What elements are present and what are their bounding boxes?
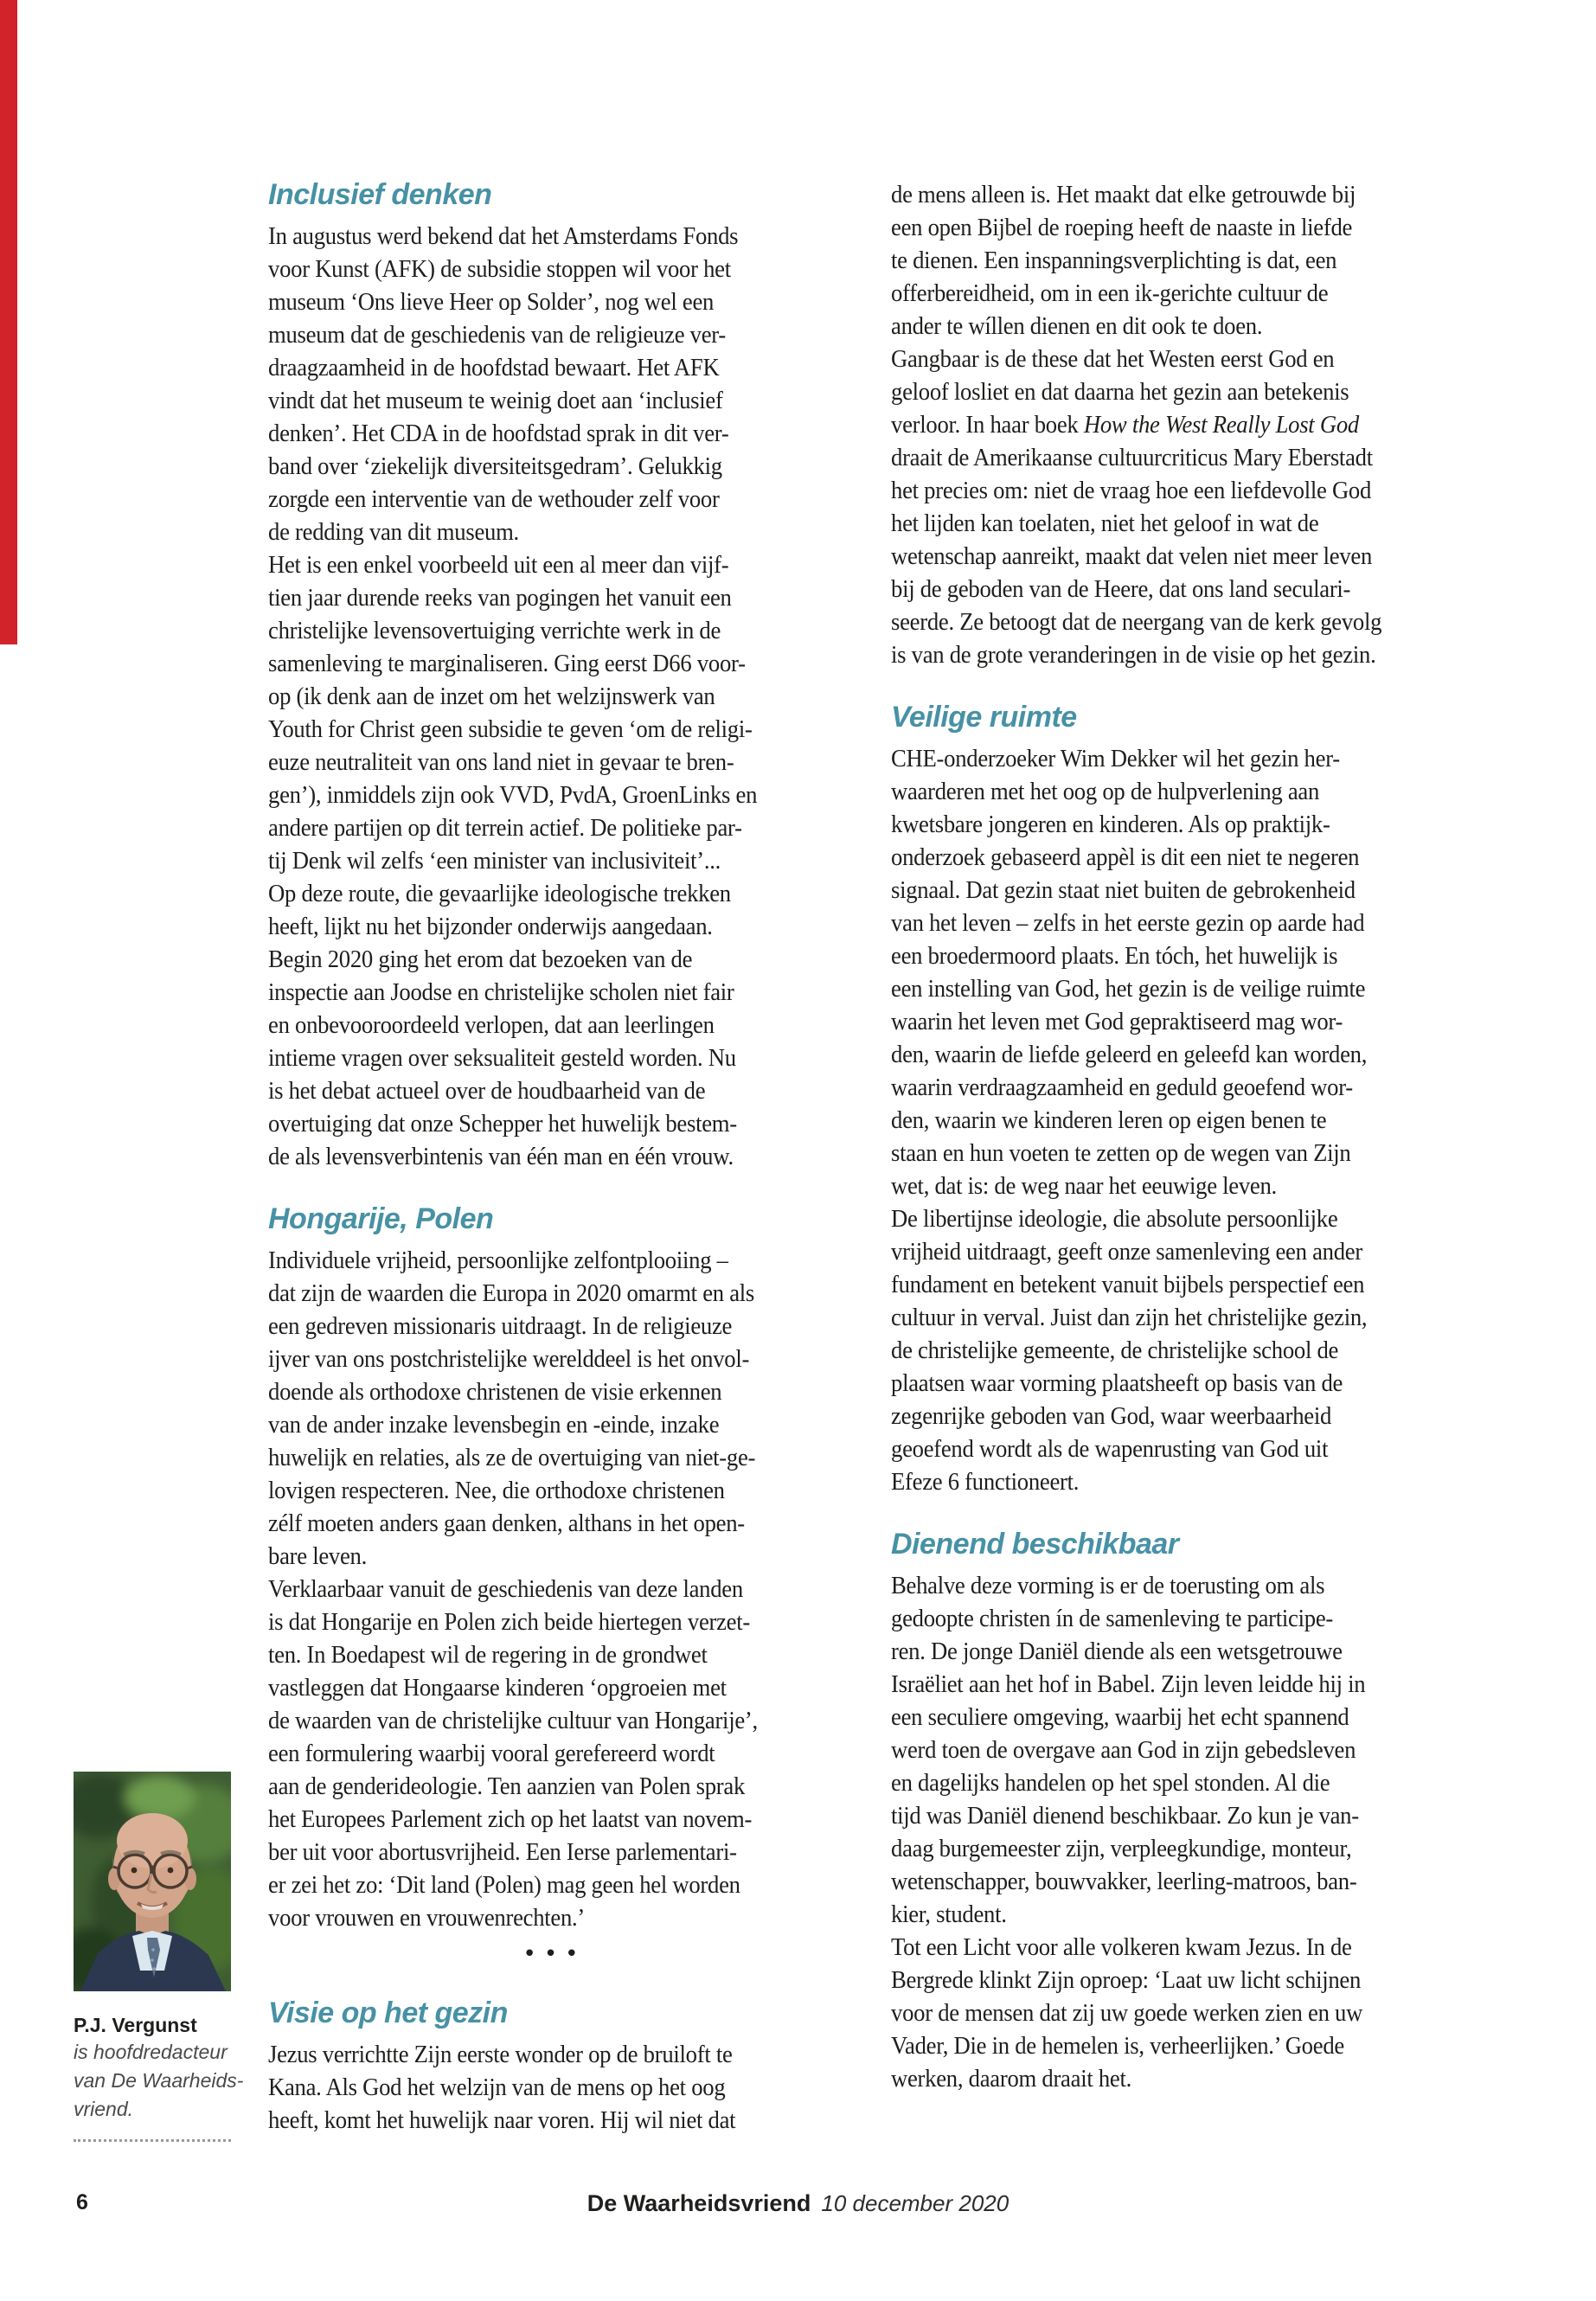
body-line: het precies om: niet de vraag hoe een liefdevolle God [891, 477, 1372, 504]
body-line: den, waarin we kinderen leren op eigen benen te [891, 1106, 1327, 1134]
body-line: is het debat actueel over de houdbaarheid van de [268, 1077, 706, 1105]
section-heading: Visie op het gezin [268, 1997, 508, 2029]
body-line: band over ‘ziekelijk diversiteitsgedram’. Gelukkig [268, 452, 722, 480]
body-line: te dienen. Een inspanningsverplichting is dat, een [891, 247, 1337, 274]
body-line: gedoopte christen ín de samenleving te participe- [891, 1605, 1334, 1632]
body-line: andere partijen op dit terrein actief. De politieke par- [268, 814, 742, 842]
body-line: de als levensverbintenis van één man en één vrouw. [268, 1143, 734, 1170]
body-line: Behalve deze vorming is er de toerusting om als [891, 1572, 1325, 1599]
section-heading: Veilige ruimte [891, 701, 1077, 734]
body-line: een seculiere omgeving, waarbij het echt spannend [891, 1703, 1349, 1731]
body-line: De libertijnse ideologie, die absolute persoonlijke [891, 1205, 1338, 1233]
body-line: Gangbaar is de these dat het Westen eerst God en [891, 345, 1335, 373]
body-line: zegenrijke geboden van God, waar weerbaarheid [891, 1402, 1332, 1430]
body-line: Tot een Licht voor alle volkeren kwam Jezus. In de [891, 1933, 1352, 1961]
body-line: bij de geboden van de Heere, dat ons land seculari- [891, 575, 1351, 603]
body-line: ten. In Boedapest wil de regering in de grondwet [268, 1641, 708, 1669]
body-line: een instelling van God, het gezin is de veilige ruimte [891, 975, 1366, 1003]
body-line: Kana. Als God het welzijn van de mens op het oog [268, 2073, 726, 2101]
body-line [891, 408, 1418, 441]
body-line: overtuiging dat onze Schepper het huwelijk bestem- [268, 1110, 737, 1138]
body-line: vindt dat het museum te weinig doet aan ‘inclusief [268, 387, 723, 414]
body-line: vrijheid uitdraagt, geeft onze samenleving een ander [891, 1238, 1362, 1266]
body-line: kier, student. [891, 1900, 1007, 1928]
body-line: ber uit voor abortusvrijheid. Een Ierse parlementari- [268, 1838, 737, 1866]
body-line: werken, daarom draait het. [891, 2065, 1132, 2093]
author-role-line: van De Waarheids- [74, 2069, 244, 2092]
body-line: een formulering waarbij vooral gerefereerd wordt [268, 1740, 715, 1767]
body-line: Het is een enkel voorbeeld uit een al meer dan vijf- [268, 551, 729, 579]
body-line: euze neutraliteit van ons land niet in gevaar te bren- [268, 748, 734, 776]
body-line: is van de grote veranderingen in de visie op het gezin. [891, 641, 1376, 669]
body-line: waarderen met het oog op de hulpverlening aan [891, 778, 1320, 805]
body-line: ren. De jonge Daniël diende als een wetsgetrouwe [891, 1638, 1343, 1665]
body-line: christelijke levensovertuiging verrichte werk in de [268, 617, 721, 644]
body-line: de redding van dit museum. [268, 518, 519, 546]
body-line: en onbevooroordeeld verlopen, dat aan leerlingen [268, 1011, 715, 1039]
body-line: heeft, komt het huwelijk naar voren. Hij wil niet dat [268, 2106, 736, 2134]
body-line: museum ‘Ons lieve Heer op Solder’, nog wel een [268, 288, 715, 316]
author-photo [74, 1772, 231, 1991]
author-role-line: is hoofdredacteur [74, 2041, 228, 2063]
body-line: fundament en betekent vanuit bijbels perspectief een [891, 1271, 1365, 1298]
body-line: de waarden van de christelijke cultuur van Hongarije’, [268, 1707, 758, 1734]
body-line: Verklaarbaar vanuit de geschiedenis van deze landen [268, 1575, 743, 1603]
body-line: huwelijk en relaties, als ze de overtuiging van niet-ge- [268, 1444, 756, 1471]
body-line: seerde. Ze betoogt dat de neergang van de kerk gevolg [891, 608, 1382, 636]
body-line: wetenschapper, bouwvakker, leerling-matroos, ban- [891, 1868, 1357, 1895]
body-line: de christelijke gemeente, de christelijke school de [891, 1336, 1339, 1364]
body-line: voor Kunst (AFK) de subsidie stoppen wil voor het [268, 255, 731, 283]
body-line: een open Bijbel de roeping heeft de naaste in liefde [891, 214, 1353, 241]
body-line: op (ik denk aan de inzet om het welzijnswerk van [268, 683, 715, 710]
body-line: werd toen de overgave aan God in zijn gebedsleven [891, 1736, 1356, 1764]
body-line: van de ander inzake levensbegin en -einde, inzake [268, 1411, 720, 1439]
body-line: aan de genderideologie. Ten aanzien van Polen sprak [268, 1772, 746, 1800]
body-line: voor de mensen dat zij uw goede werken zien en uw [891, 1999, 1363, 2027]
body-line: vastleggen dat Hongaarse kinderen ‘opgroeien met [268, 1674, 727, 1702]
body-line: Bergrede klinkt Zijn oproep: ‘Laat uw licht schijnen [891, 1966, 1362, 1994]
body-line: kwetsbare jongeren en kinderen. Als op praktijk- [891, 811, 1330, 838]
body-line: het lijden kan toelaten, niet het geloof in wat de [891, 510, 1319, 537]
body-line: zélf moeten anders gaan denken, althans in het open- [268, 1509, 745, 1537]
body-line: tijd was Daniël dienend beschikbaar. Zo kun je van- [891, 1802, 1359, 1830]
body-text-segment: verloor. In haar boek [891, 411, 1084, 439]
body-line: museum dat de geschiedenis van de religieuze ver- [268, 321, 726, 349]
body-line: een gedreven missionaris uitdraagt. In de religieuze [268, 1312, 733, 1340]
body-line: Begin 2020 ging het erom dat bezoeken van de [268, 945, 693, 973]
section-heading: Dienend beschikbaar [891, 1528, 1179, 1561]
body-line: zorgde een interventie van de wethouder zelf voor [268, 485, 720, 513]
body-line: daag burgemeester zijn, verpleegkundige, monteur, [891, 1835, 1352, 1862]
body-line: een broedermoord plaats. En tóch, het huwelijk is [891, 942, 1338, 970]
body-line: geloof losliet en dat daarna het gezin aan betekenis [891, 378, 1349, 406]
body-line: onderzoek gebaseerd appèl is dit een niet te negeren [891, 843, 1360, 871]
article-column-right [891, 178, 1464, 2095]
body-line: CHE-onderzoeker Wim Dekker wil het gezin her- [891, 745, 1340, 772]
body-line: tien jaar durende reeks van pogingen het vanuit een [268, 584, 732, 612]
body-line: geoefend wordt als de wapenrusting van God uit [891, 1435, 1329, 1463]
footer-magazine-title: De Waarheidsvriend [586, 2190, 811, 2216]
body-line: draagzaamheid in de hoofdstad bewaart. Het AFK [268, 354, 720, 381]
caption-dotted-rule [74, 2139, 231, 2142]
body-line: waarin verdraagzaamheid en geduld geoefend wor- [891, 1074, 1353, 1101]
body-line: denken’. Het CDA in de hoofdstad sprak in dit ver- [268, 420, 729, 447]
body-line: en dagelijks handelen op het spel stonden. Al die [891, 1769, 1330, 1797]
body-line: bare leven. [268, 1542, 367, 1570]
body-line: cultuur in verval. Juist dan zijn het christelijke gezin, [891, 1304, 1368, 1331]
body-text-segment: How the West Really Lost God [1083, 411, 1359, 439]
body-line: offerbereidheid, om in een ik-gerichte cultuur de [891, 279, 1329, 307]
body-line: ijver van ons postchristelijke werelddeel is het onvol- [268, 1345, 750, 1373]
body-line: samenleving te marginaliseren. Ging eerst D66 voor- [268, 650, 746, 677]
body-line: van het leven – zelfs in het eerste gezin op aarde had [891, 909, 1365, 937]
author-role-line: vriend. [74, 2098, 134, 2120]
section-separator-dots: ••• [522, 1941, 586, 1967]
section-marker-bar [0, 0, 17, 644]
body-line: Vader, Die in de hemelen is, verheerlijken.’ Goede [891, 2032, 1344, 2060]
body-line: Israëliet aan het hof in Babel. Zijn leven leidde hij in [891, 1670, 1366, 1698]
body-line: voor vrouwen en vrouwenrechten.’ [268, 1904, 586, 1932]
footer [0, 2190, 1596, 2217]
body-line: doende als orthodoxe christenen de visie erkennen [268, 1378, 722, 1406]
body-line: het Europees Parlement zich op het laatst van novem- [268, 1805, 753, 1833]
page-number: 6 [76, 2190, 88, 2214]
body-line: Individuele vrijheid, persoonlijke zelfontplooiing – [268, 1247, 728, 1274]
body-line: draait de Amerikaanse cultuurcriticus Mary Eberstadt [891, 444, 1373, 471]
body-line: Op deze route, die gevaarlijke ideologische trekken [268, 880, 731, 907]
body-line: den, waarin de liefde geleerd en geleefd kan worden, [891, 1041, 1368, 1068]
body-line: heeft, lijkt nu het bijzonder onderwijs aangedaan. [268, 913, 713, 940]
section-heading: Inclusief denken [268, 178, 492, 211]
body-line: de mens alleen is. Het maakt dat elke getrouwde bij [891, 181, 1356, 208]
author-name: P.J. Vergunst [74, 2014, 197, 2036]
body-line: lovigen respecteren. Nee, die orthodoxe christenen [268, 1477, 725, 1504]
body-line: tij Denk wil zelfs ‘een minister van inclusiviteit’... [268, 847, 721, 875]
author-block [74, 1772, 244, 2142]
body-line: is dat Hongarije en Polen zich beide hiertegen verzet- [268, 1608, 751, 1636]
body-line: Jezus verrichtte Zijn eerste wonder op de bruiloft te [268, 2041, 733, 2068]
body-line: Youth for Christ geen subsidie te geven ‘om de religi- [268, 715, 753, 743]
body-line: inspectie aan Joodse en christelijke scholen niet fair [268, 978, 734, 1006]
body-line: waarin het leven met God gepraktiseerd mag wor- [891, 1008, 1343, 1035]
body-line: dat zijn de waarden die Europa in 2020 omarmt en als [268, 1279, 755, 1307]
body-line: gen’), inmiddels zijn ook VVD, PvdA, GroenLinks en [268, 781, 758, 809]
body-line: Efeze 6 functioneert. [891, 1468, 1080, 1496]
body-line: wet, dat is: de weg naar het eeuwige leven. [891, 1172, 1277, 1200]
body-line: ander te wíllen dienen en dit ook te doen. [891, 312, 1263, 340]
body-line: In augustus werd bekend dat het Amsterdams Fonds [268, 222, 739, 250]
article-column-left [268, 178, 841, 2137]
footer-issue-date: 10 december 2020 [821, 2190, 1010, 2216]
body-line: staan en hun voeten te zetten op de wegen van Zijn [891, 1139, 1351, 1167]
section-heading: Hongarije, Polen [268, 1202, 494, 1235]
body-line: er zei het zo: ‘Dit land (Polen) mag geen hel worden [268, 1871, 740, 1899]
body-line: signaal. Dat gezin staat niet buiten de gebrokenheid [891, 876, 1356, 904]
body-line: intieme vragen over seksualiteit gesteld worden. Nu [268, 1044, 736, 1072]
body-line: wetenschap aanreikt, maakt dat velen niet meer leven [891, 542, 1373, 570]
body-line: plaatsen waar vorming plaatsheeft op basis van de [891, 1369, 1343, 1397]
